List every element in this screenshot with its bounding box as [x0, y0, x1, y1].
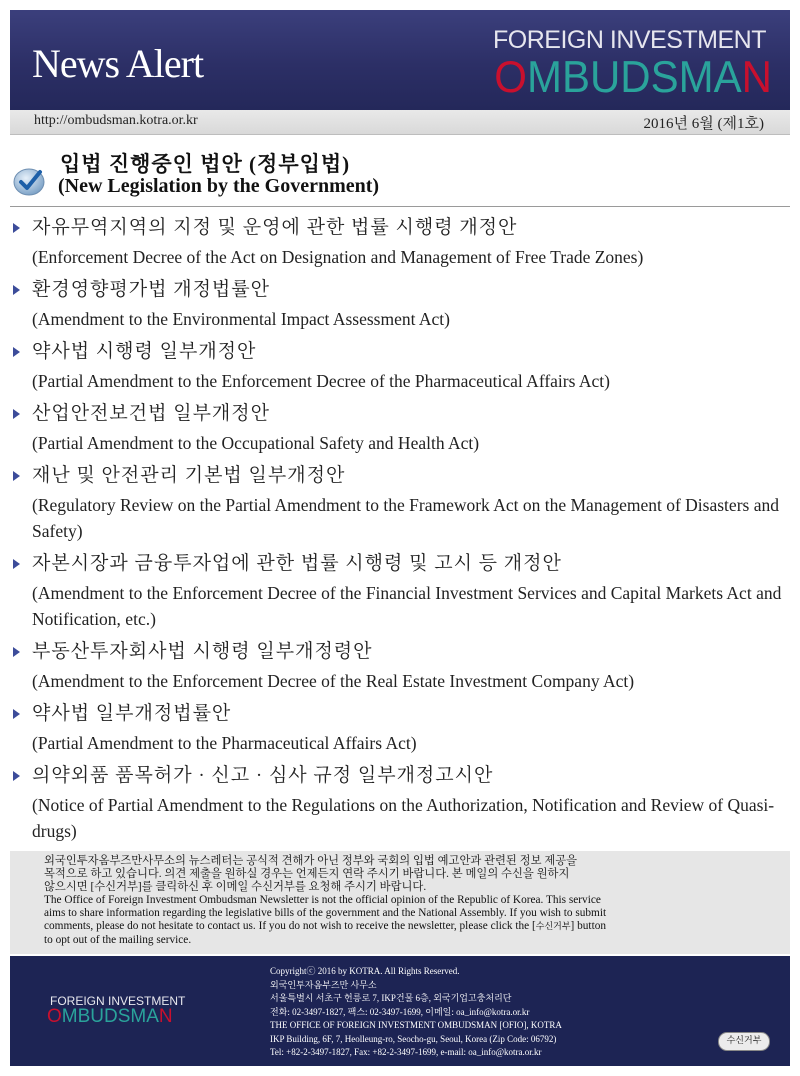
disclaimer-text — [44, 855, 774, 947]
contact-en: Tel: +82-2-3497-1827, Fax: +82-2-3497-1699, e-mail: oa_info@kotra.or.kr — [270, 1047, 542, 1057]
disclaimer-en-line: The Office of Foreign Investment Ombudsman Newsletter is not the official opinion of the Republic of Korea. This service — [44, 894, 601, 907]
unsubscribe-button[interactable]: 수신거부 — [718, 1032, 770, 1051]
disclaimer-en-line: comments, please do not hesitate to contact us. If you do not wish to receive the newsletter, please click the [수신거부] button — [44, 920, 607, 933]
item-title-en: (Notice of Partial Amendment to the Regulations on the Authorization, Notification and Review of Quasi-drugs) — [32, 795, 775, 841]
item-title-ko: 재난 및 안전관리 기본법 일부개정안 — [32, 465, 346, 486]
item-title-ko: 부동산투자회사법 시행령 일부개정령안 — [32, 641, 373, 662]
item-title-ko: 자본시장과 금융투자업에 관한 법률 시행령 및 고시 등 개정안 — [32, 553, 562, 574]
disclaimer-en-line: to opt out of the mailing service. — [44, 933, 192, 946]
footer — [10, 956, 790, 1066]
item-title-en: (Amendment to the Environmental Impact Assessment Act) — [32, 309, 450, 329]
disclaimer-en-line: aims to share information regarding the legislative bills of the government and the National Assembly. If you wish to submit — [44, 907, 607, 920]
item-title-ko: 환경영향평가법 개정법률안 — [32, 279, 270, 300]
list-item — [10, 460, 790, 544]
item-title-ko: 약사법 시행령 일부개정안 — [32, 341, 257, 362]
site-url-link[interactable]: http://ombudsman.kotra.or.kr — [34, 113, 198, 128]
footer-contact-info — [270, 965, 710, 1060]
item-title-ko: 자유무역지역의 지정 및 운영에 관한 법률 시행령 개정안 — [32, 217, 518, 238]
section-header — [10, 148, 790, 207]
bullet-icon — [13, 347, 20, 357]
bullet-icon — [13, 471, 20, 481]
footer-brand-bottom: OMBUDSMAN — [47, 1006, 173, 1027]
item-title-en: (Amendment to the Enforcement Decree of the Financial Investment Services and Capital Markets Act and Notification, etc.) — [32, 583, 782, 629]
bullet-icon — [13, 559, 20, 569]
office-name-en: THE OFFICE OF FOREIGN INVESTMENT OMBUDSMAN [OFIO], KOTRA — [270, 1020, 562, 1030]
item-title-en: (Amendment to the Enforcement Decree of the Real Estate Investment Company Act) — [32, 671, 635, 691]
item-title-ko: 약사법 일부개정법률안 — [32, 703, 232, 724]
list-item — [10, 336, 790, 394]
header-banner — [10, 10, 790, 110]
list-item — [10, 636, 790, 694]
list-item — [10, 398, 790, 456]
list-item — [10, 274, 790, 332]
section-title-ko: 입법 진행중인 법안 (정부입법) — [60, 152, 351, 176]
bullet-icon — [13, 409, 20, 419]
contact-ko: 전화: 02-3497-1827, 팩스: 02-3497-1699, 이메일: oa_info@kotra.or.kr — [270, 1006, 530, 1017]
issue-date: 2016년 6월 (제1호) — [643, 116, 764, 132]
item-title-en: (Partial Amendment to the Enforcement Decree of the Pharmaceutical Affairs Act) — [32, 371, 610, 391]
list-item — [10, 212, 790, 270]
item-title-ko: 의약외품 품목허가 · 신고 · 심사 규정 일부개정고시안 — [32, 765, 494, 786]
info-bar — [10, 110, 790, 135]
list-item — [10, 760, 790, 844]
bullet-icon — [13, 223, 20, 233]
footer-brand-top: FOREIGN INVESTMENT — [50, 994, 186, 1008]
brand-logo-top: FOREIGN INVESTMENT — [493, 26, 766, 54]
list-item — [10, 548, 790, 632]
item-title-ko: 산업안전보건법 일부개정안 — [32, 403, 270, 424]
disclaimer-ko-line: 외국인투자옴부즈만사무소의 뉴스레터는 공식적 견해가 아닌 정부와 국회의 입법 예고안과 관련된 정보 제공을 — [44, 855, 578, 867]
section-title-en: (New Legislation by the Government) — [58, 175, 380, 197]
item-title-en: (Partial Amendment to the Pharmaceutical Affairs Act) — [32, 733, 417, 753]
address-en: IKP Building, 6F, 7, Heolleung-ro, Seocho-gu, Seoul, Korea (Zip Code: 06792) — [270, 1033, 557, 1044]
address-ko: 서울특별시 서초구 헌릉로 7, IKP건물 6층, 외국기업고충처리단 — [270, 993, 512, 1003]
list-item — [10, 698, 790, 756]
newsletter-title: News Alert — [32, 41, 204, 86]
disclaimer-box — [10, 851, 790, 954]
bullet-icon — [13, 709, 20, 719]
office-name-ko: 외국인투자옴부즈만 사무소 — [270, 979, 377, 990]
item-title-en: (Regulatory Review on the Partial Amendment to the Framework Act on the Management of Disasters and Safety) — [32, 495, 779, 541]
disclaimer-ko-line: 않으시면 [수신거부]를 클릭하신 후 이메일 수신거부를 요청해 주시기 바랍니다. — [44, 881, 427, 894]
item-title-en: (Partial Amendment to the Occupational Safety and Health Act) — [32, 433, 480, 453]
optout-inline-link[interactable]: 수신거부 — [535, 921, 571, 932]
bullet-icon — [13, 771, 20, 781]
legislation-list — [10, 208, 790, 844]
disclaimer-ko-line: 목적으로 하고 있습니다. 의견 제출을 원하실 경우는 언제든지 연락 주시기 바랍니다. 본 메일의 수신을 원하지 — [44, 868, 570, 881]
brand-logo-bottom: OMBUDSMAN — [494, 52, 772, 102]
copyright-text: Copyrightⓒ 2016 by KOTRA. All Rights Reserved. — [270, 966, 460, 976]
checkmark-icon — [12, 162, 48, 198]
item-title-en: (Enforcement Decree of the Act on Designation and Management of Free Trade Zones) — [32, 247, 644, 267]
bullet-icon — [13, 285, 20, 295]
bullet-icon — [13, 647, 20, 657]
